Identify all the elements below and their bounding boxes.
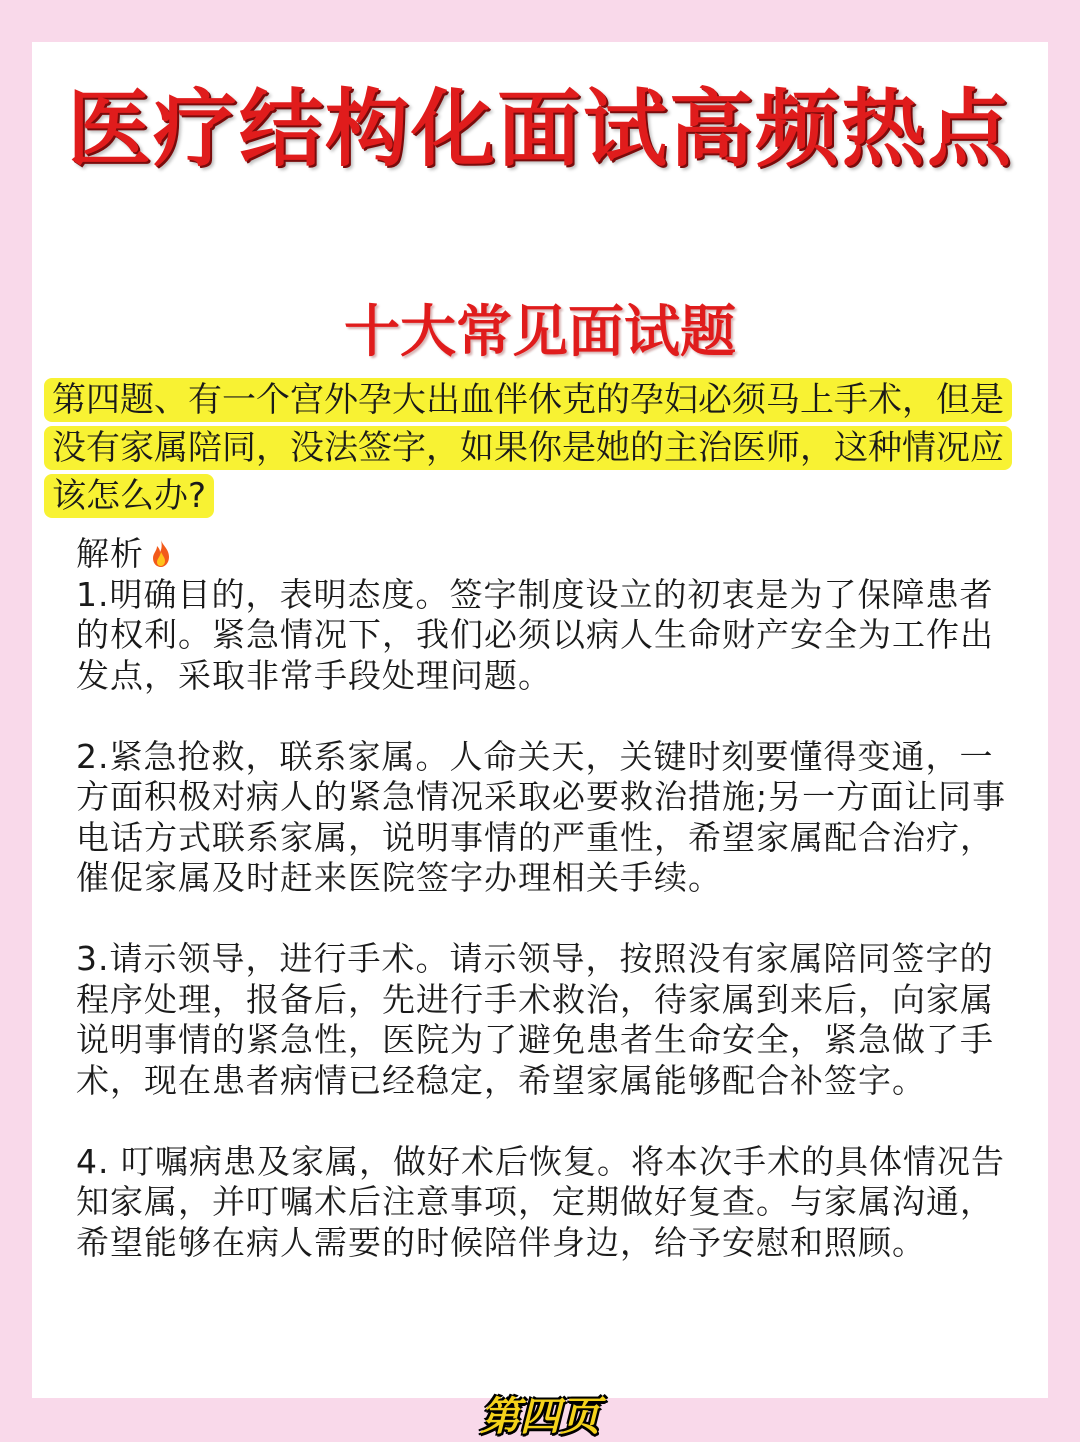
analysis-heading [76,534,1016,575]
fire-icon [148,539,174,569]
analysis-section [76,534,1016,1304]
analysis-point-1: 1.明确目的，表明态度。签字制度设立的初衷是为了保障患者的权利。紧急情况下，我们必须以病人生命财产安全为工作出发点，采取非常手段处理问题。 [76,574,994,695]
section-subtitle: 十大常见面试题 [344,300,736,365]
page-title: 医疗结构化面试高频热点 [66,80,1013,178]
page-number-label: 第四页 [480,1394,600,1440]
question-text: 第四题、有一个宫外孕大出血伴休克的孕妇必须马上手术，但是没有家属陪同，没法签字，如果你是她的主治医师，这种情况应该怎么办? [44,378,1012,518]
analysis-heading-label: 解析 [76,534,144,573]
analysis-point-3: 3.请示领导，进行手术。请示领导，按照没有家属陪同签字的程序处理，报备后，先进行手术救治，待家属到来后，向家属说明事情的紧急性，医院为了避免患者生命安全，紧急做了手术，现在患者病情已经稳定，希望家属能够配合补签字。 [76,939,994,1100]
analysis-point-2: 2.紧急抢救，联系家属。人命关天，关键时刻要懂得变通，一方面积极对病人的紧急情况采取必要救治措施;另一方面让同事电话方式联系家属，说明事情的严重性，希望家属配合治疗，催促家属及时赶来医院签字办理相关手续。 [76,736,1007,897]
analysis-point-4: 4. 叮嘱病患及家属，做好术后恢复。将本次手术的具体情况告知家属，并叮嘱术后注意事项，定期做好复查。与家属沟通，希望能够在病人需要的时候陪伴身边，给予安慰和照顾。 [76,1141,1005,1262]
question-block [44,376,1034,520]
